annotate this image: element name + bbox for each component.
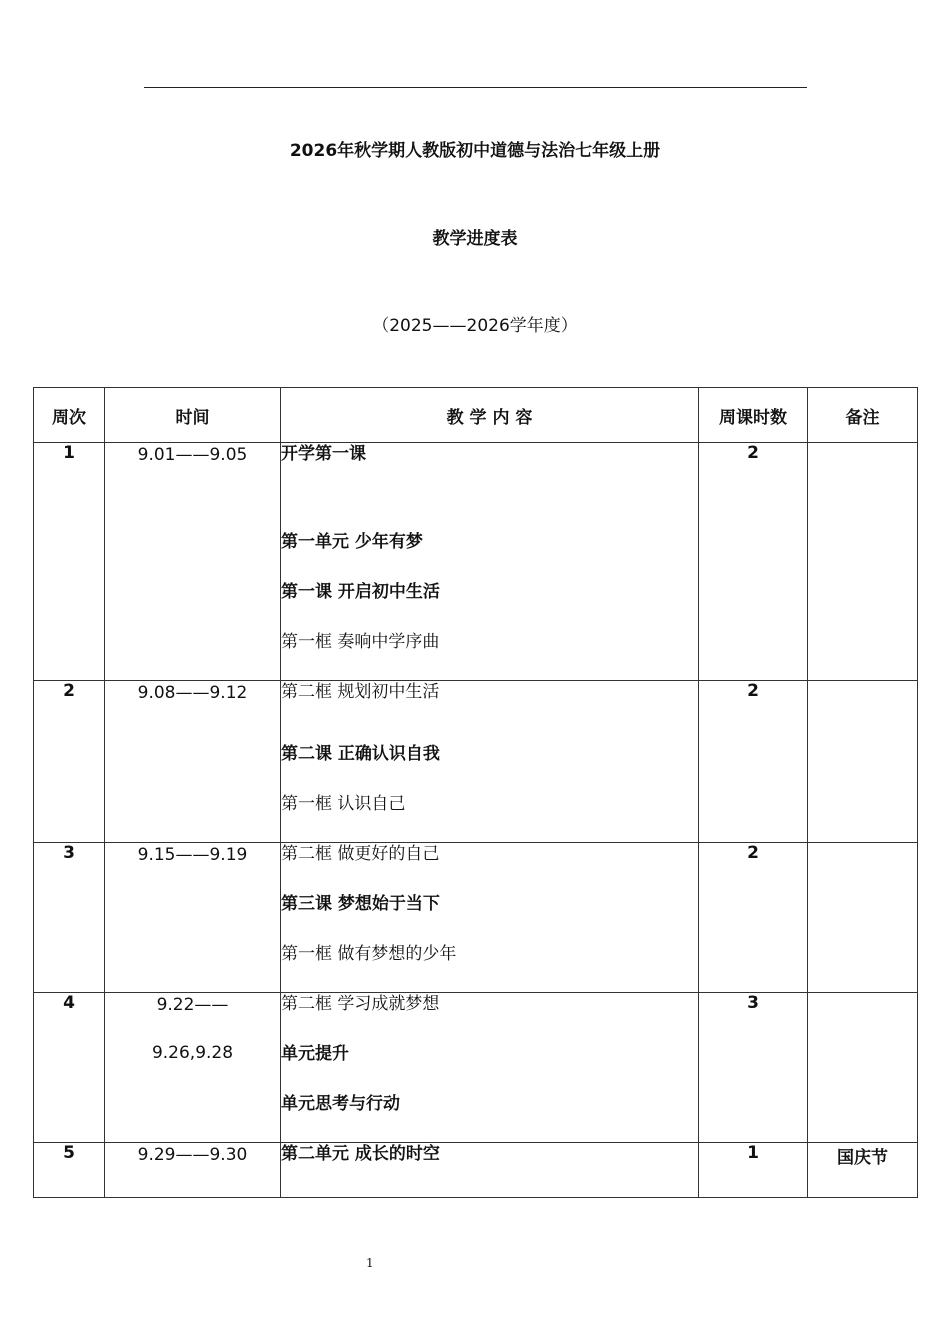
content-cell <box>281 843 699 993</box>
table-row <box>34 843 918 993</box>
hours-cell: 3 <box>699 993 808 1143</box>
week-cell: 2 <box>34 681 105 843</box>
content-item: 第一课 开启初中生活 <box>281 582 440 602</box>
content-cell <box>281 1143 699 1198</box>
header-week: 周次 <box>34 388 105 443</box>
content-item: 开学第一课 <box>281 444 366 464</box>
time-text: 9.08——9.12 <box>137 683 248 703</box>
week-cell: 1 <box>34 443 105 681</box>
page-number: 1 <box>366 1256 374 1270</box>
time-text: 9.01——9.05 <box>137 445 248 465</box>
header-time: 时间 <box>105 388 281 443</box>
content-item: 第二框 做更好的自己 <box>281 844 440 864</box>
note-cell <box>808 681 918 843</box>
content-item: 第二框 学习成就梦想 <box>281 994 440 1014</box>
content-item: 第一框 认识自己 <box>281 794 406 814</box>
table-header-row <box>34 388 918 443</box>
hours-cell: 2 <box>699 681 808 843</box>
content-item: 单元提升 <box>281 1044 349 1064</box>
time-text: 9.15——9.19 <box>137 845 248 865</box>
note-cell <box>808 843 918 993</box>
content-cell <box>281 681 699 843</box>
table-row <box>34 443 918 681</box>
content-cell <box>281 993 699 1143</box>
document-title: 2026年秋学期人教版初中道德与法治七年级上册 <box>289 141 661 161</box>
content-item: 第一框 做有梦想的少年 <box>281 944 457 964</box>
time-cell <box>105 681 281 843</box>
time-text: 9.26,9.28 <box>151 1043 234 1063</box>
content-item: 第二课 正确认识自我 <box>281 744 440 764</box>
school-year: （2025——2026学年度） <box>372 316 578 336</box>
document-subtitle: 教学进度表 <box>432 229 518 249</box>
hours-cell: 2 <box>699 443 808 681</box>
table-row <box>34 1143 918 1198</box>
note-cell: 国庆节 <box>808 1143 918 1198</box>
week-cell: 5 <box>34 1143 105 1198</box>
header-note: 备注 <box>808 388 918 443</box>
time-text: 9.22—— <box>156 995 229 1015</box>
content-item: 第二单元 成长的时空 <box>281 1144 440 1164</box>
content-item: 第一单元 少年有梦 <box>281 532 423 552</box>
content-cell <box>281 443 699 681</box>
note-cell <box>808 443 918 681</box>
header-hours: 周课时数 <box>699 388 808 443</box>
time-cell <box>105 993 281 1143</box>
table-row <box>34 993 918 1143</box>
time-text: 9.29——9.30 <box>137 1145 248 1165</box>
week-cell: 3 <box>34 843 105 993</box>
table-row <box>34 681 918 843</box>
hours-cell: 2 <box>699 843 808 993</box>
header-rule <box>144 87 807 88</box>
week-cell: 4 <box>34 993 105 1143</box>
content-item: 第二框 规划初中生活 <box>281 682 440 702</box>
note-cell <box>808 993 918 1143</box>
content-item: 第一框 奏响中学序曲 <box>281 632 440 652</box>
time-cell <box>105 843 281 993</box>
header-content: 教 学 内 容 <box>281 388 699 443</box>
content-item: 第三课 梦想始于当下 <box>281 894 440 914</box>
teaching-schedule-table <box>33 387 918 1198</box>
time-cell <box>105 1143 281 1198</box>
time-cell <box>105 443 281 681</box>
content-item: 单元思考与行动 <box>281 1094 400 1114</box>
hours-cell: 1 <box>699 1143 808 1198</box>
